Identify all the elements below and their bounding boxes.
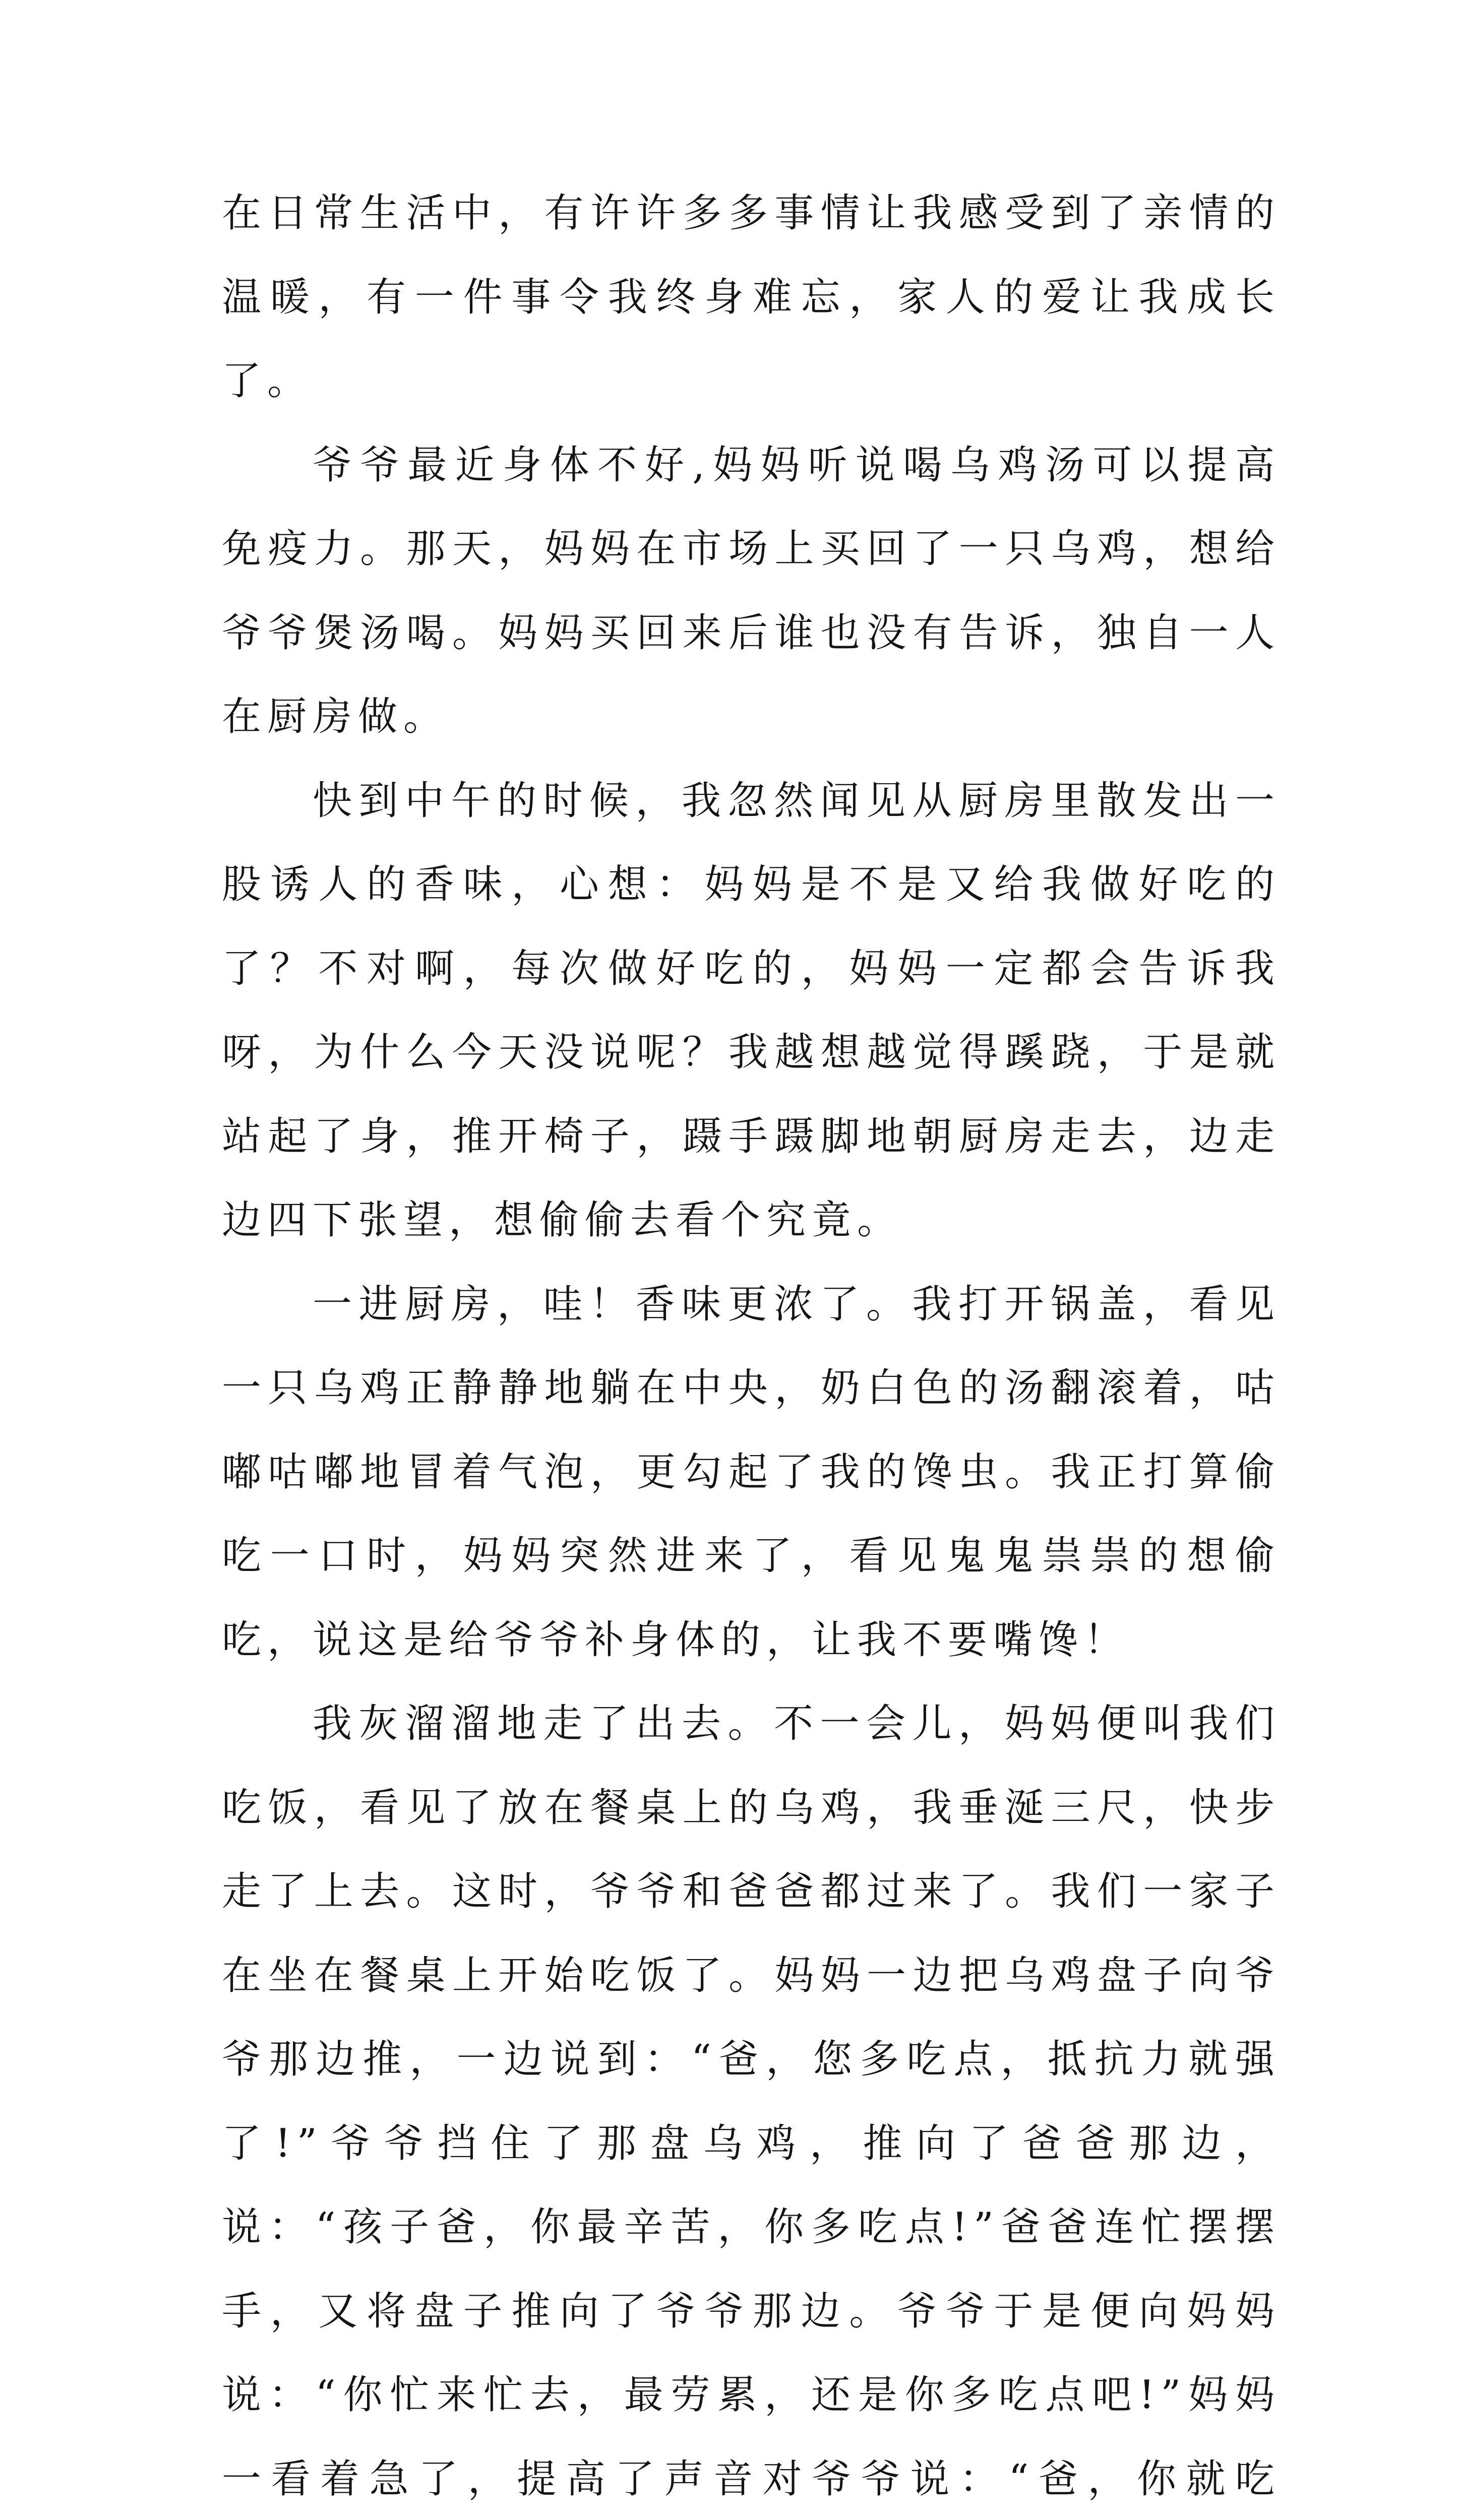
paragraph-grandpa-health: 爷爷最近身体不好,妈妈听说喝乌鸡汤可以提高免疫力。那天，妈妈在市场上买回了一只乌鸡，想给爷爷煲汤喝。妈妈买回来后谁也没有告诉，独自一人在厨房做。 [222, 442, 1281, 739]
essay-body [222, 171, 1281, 2520]
paragraph-noon-smell: 快到中午的时候，我忽然闻见从厨房里散发出一股诱人的香味，心想：妈妈是不是又给我做好吃的了？不对啊，每次做好吃的，妈妈一定都会告诉我呀，为什么今天没说呢？我越想越觉得蹊跷，于是就站起了身，推开椅子，蹑手蹑脚地朝厨房走去，边走边四下张望，想偷偷去看个究竟。 [222, 778, 1281, 1243]
paragraph-kitchen: 一进厨房，哇！香味更浓了。我打开锅盖，看见一只乌鸡正静静地躺在中央，奶白色的汤翻滚着，咕嘟咕嘟地冒着气泡，更勾起了我的馋虫。我正打算偷吃一口时，妈妈突然进来了，看见鬼鬼祟祟的想偷吃，说这是给爷爷补身体的，让我不要嘴馋！ [222, 1281, 1281, 1663]
paragraph-dinner: 我灰溜溜地走了出去。不一会儿，妈妈便叫我们吃饭，看见了放在餐桌上的乌鸡，我垂涎三尺，快步走了上去。这时，爷爷和爸爸都过来了。我们一家子在坐在餐桌上开始吃饭了。妈妈一边把乌鸡盘子向爷爷那边推，一边说到：“爸，您多吃点，抵抗力就强了!”爷爷挡住了那盘乌鸡，推向了爸爸那边，说：“孩子爸，你最辛苦，你多吃点!”爸爸连忙摆摆手，又将盘子推向了爷爷那边。爷爷于是便向妈妈说：“你忙来忙去，最劳累，还是你多吃点吧!”妈妈一看着急了，提高了声音对爷爷说：“爸，你就吃 [222, 1701, 1281, 2502]
paragraph-intro: 在日常生活中，有许许多多事情让我感受到了亲情的温暖，有一件事令我终身难忘，家人的爱让我成长了。 [222, 191, 1281, 404]
